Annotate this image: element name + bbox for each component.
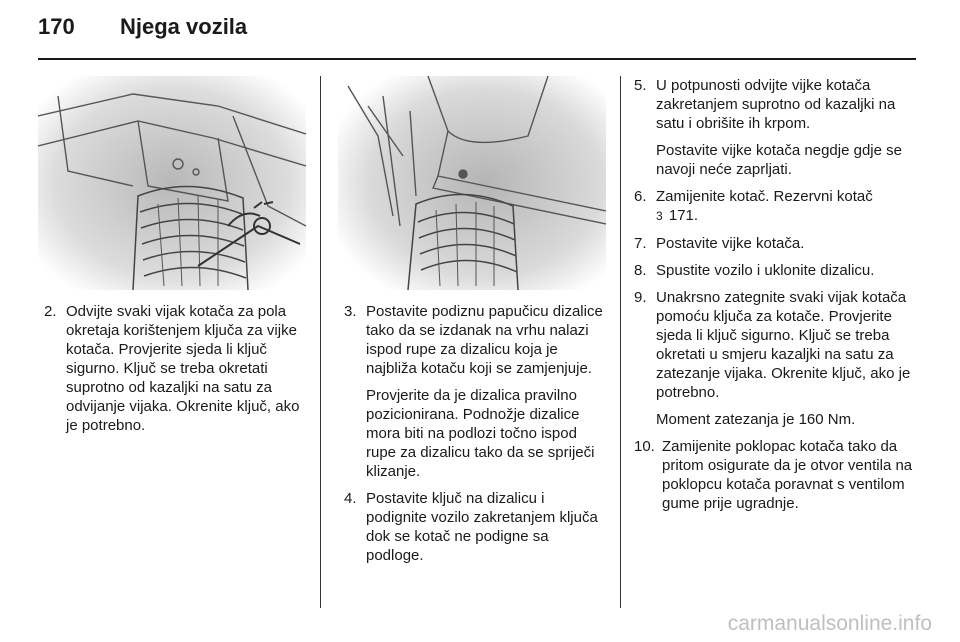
page-title: Njega vozila (120, 14, 248, 39)
step-text: Unakrsno zategnite svaki vijak kotača pomoću ključa za kotače. Provjerite sjeda li ključ sigurno. Ključ se treba okretati u smjeru kazaljki na satu za zatezanje vijaka. Okrenite ključ, ako je potrebno. (656, 289, 911, 401)
step-note: Provjerite da je dizalica pravilno pozicionirana. Podnožje dizalice mora biti na podlozi točno ispod rupe za dizalicu tako da se spriječi klizanje. (366, 387, 595, 480)
step-9 (634, 288, 926, 429)
column-separator (620, 76, 621, 608)
step-number: 5. (634, 77, 647, 94)
step-number: 4. (344, 490, 357, 507)
step-3 (344, 302, 606, 481)
step-6 (634, 187, 926, 226)
column-2 (344, 302, 606, 573)
jack-position-illustration-svg (338, 76, 606, 290)
page-number: 170 (38, 14, 75, 39)
step-text: Postavite vijke kotača. (656, 235, 805, 252)
step-7 (634, 234, 926, 253)
step-5 (634, 76, 926, 179)
wheel-wrench-illustration-svg (38, 76, 306, 290)
step-number: 3. (344, 303, 357, 320)
step-number: 7. (634, 235, 647, 252)
step-number: 6. (634, 188, 647, 205)
step-text: Postavite podiznu papučicu dizalice tako da se izdanak na vrhu nalazi ispod rupe za dizalicu koja je najbliža kotaču koji se zamjenjuje. (366, 303, 603, 377)
step-text: Postavite ključ na dizalicu i podignite vozilo zakretanjem ključa dok se kotač ne podigne sa podloge. (366, 490, 598, 564)
column-separator (320, 76, 321, 608)
step-10 (634, 437, 926, 513)
step-text-main: Zamijenite kotač. Rezervni kotač (656, 188, 873, 205)
step-number: 8. (634, 262, 647, 279)
step-note: Postavite vijke kotača negdje gdje se navoji neće zaprljati. (656, 142, 902, 178)
column-3 (634, 76, 926, 521)
page-reference-link[interactable]: 171. (668, 207, 699, 224)
step-text: Spustite vozilo i uklonite dizalicu. (656, 262, 875, 279)
step-number: 2. (44, 303, 57, 320)
jack-position-illustration (338, 76, 606, 290)
step-note: Moment zatezanja je 160 Nm. (656, 411, 856, 428)
step-8 (634, 261, 926, 280)
step-number: 10. (634, 438, 655, 455)
header-rule (38, 58, 916, 60)
page-reference-icon: 3 (656, 209, 663, 223)
step-text: Zamijenite poklopac kotača tako da pritom osigurate da je otvor ventila na poklopcu kotača poravnat s ventilom gume prije ugradnje. (662, 438, 913, 512)
step-text (656, 187, 926, 226)
step-number: 9. (634, 289, 647, 306)
column-1 (44, 302, 306, 443)
watermark: carmanualsonline.info (727, 612, 932, 635)
wheel-wrench-illustration (38, 76, 306, 290)
step-text: U potpunosti odvijte vijke kotača zakretanjem suprotno od kazaljki na satu i obrišite ih krpom. (656, 77, 896, 132)
step-text: Odvijte svaki vijak kotača za pola okretaja korištenjem ključa za vijke kotača. Provjerite sjeda li ključ sigurno. Ključ se treba okretati suprotno od kazaljki na satu za odvijanje vijaka. Okrenite ključ, ako je potrebno. (66, 303, 300, 434)
step-2 (44, 302, 306, 435)
step-4 (344, 489, 606, 565)
